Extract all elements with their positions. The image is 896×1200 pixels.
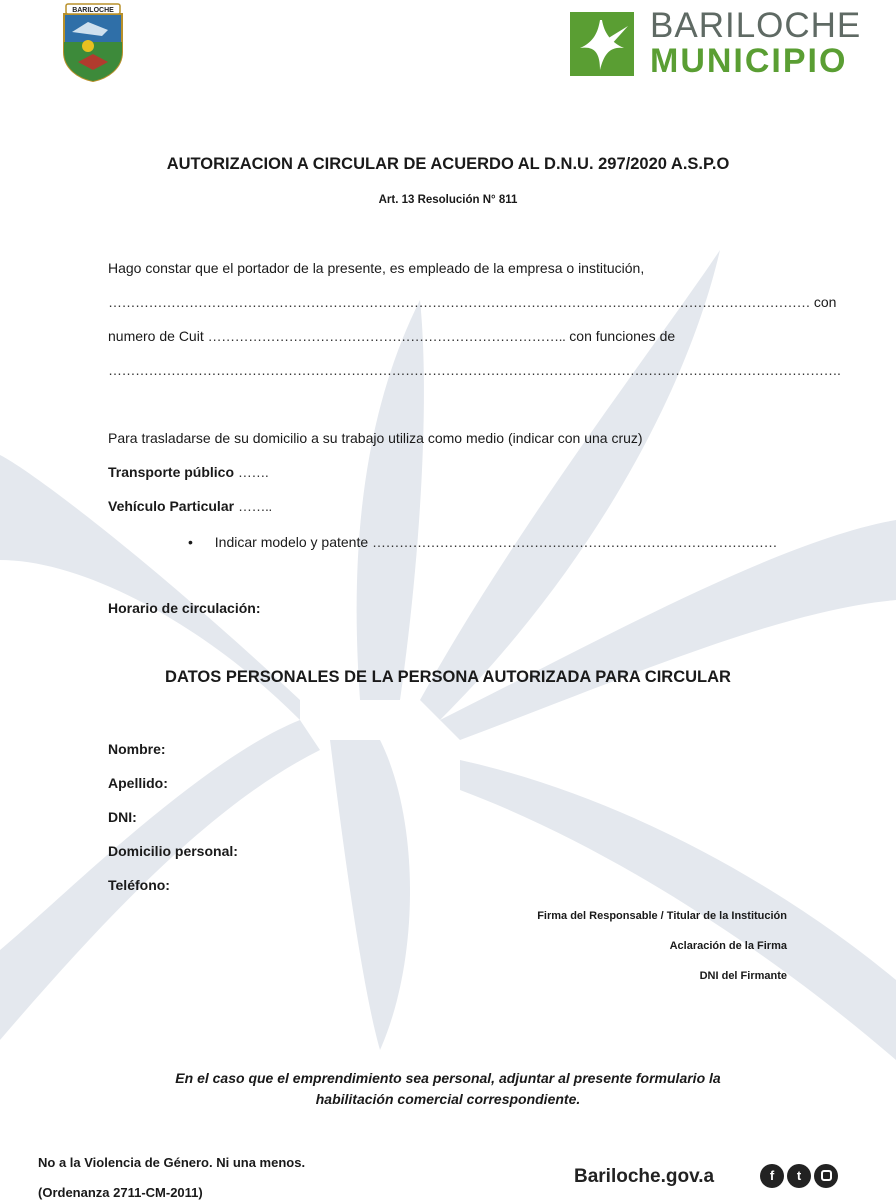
document-title: AUTORIZACION A CIRCULAR DE ACUERDO AL D.N.U. 297/2020 A.S.P.O	[166, 155, 730, 173]
facebook-icon[interactable]: f	[760, 1164, 784, 1188]
note-line-2: habilitación comercial correspondiente.	[315, 1091, 581, 1107]
municipio-logo-icon	[570, 12, 634, 76]
cuit-line	[108, 328, 675, 344]
cuit-blank: ……………………………………………………………………..	[207, 328, 566, 344]
field-apellido: Apellido:	[108, 775, 168, 791]
company-line	[108, 294, 836, 310]
instagram-icon[interactable]	[814, 1164, 838, 1188]
footer-ordinance: (Ordenanza 2711-CM-2011)	[38, 1185, 203, 1200]
cuit-label: numero de Cuit	[108, 328, 204, 344]
signature-line: Firma del Responsable / Titular de la Institución	[537, 910, 787, 922]
funciones-blank: ……………………………………………………………………………………………………………………………………………….	[108, 362, 841, 378]
signer-dni: DNI del Firmante	[699, 970, 787, 982]
transport-question: Para trasladarse de su domicilio a su trabajo utiliza como medio (indicar con una cruz)	[108, 430, 643, 446]
signature-clarification: Aclaración de la Firma	[669, 940, 787, 952]
note-line-1: En el caso que el emprendimiento sea personal, adjuntar al presente formulario la	[175, 1070, 721, 1086]
field-telefono: Teléfono:	[108, 877, 170, 893]
bullet-icon: •	[188, 534, 193, 550]
vehiculo-particular-label: Vehículo Particular	[108, 498, 235, 514]
company-line-con: con	[813, 294, 837, 310]
field-nombre: Nombre:	[108, 741, 166, 757]
field-domicilio: Domicilio personal:	[108, 843, 238, 859]
twitter-icon[interactable]: t	[787, 1164, 811, 1188]
vehiculo-particular-line: Vehículo Particular ……..	[108, 498, 272, 514]
funciones-label: con funciones de	[569, 328, 676, 344]
field-dni: DNI:	[108, 809, 137, 825]
personal-data-title: DATOS PERSONALES DE LA PERSONA AUTORIZADA PARA CIRCULAR	[165, 668, 731, 686]
company-blank: …………………………………………………………………………………………………………………………………………	[108, 294, 810, 310]
modelo-patente-bullet: • Indicar modelo y patente ………………………………………………………………………………	[188, 534, 778, 550]
transporte-publico-line: Transporte público …….	[108, 464, 269, 480]
modelo-patente-label: Indicar modelo y patente	[214, 534, 369, 550]
footer-website[interactable]: Bariloche.gov.a	[574, 1166, 715, 1187]
footer-slogan: No a la Violencia de Género. Ni una menos.	[38, 1155, 306, 1170]
personal-business-note	[0, 1068, 896, 1110]
transporte-publico-label: Transporte público	[108, 464, 235, 480]
crest-banner-text: BARILOCHE	[72, 7, 114, 14]
horario-label: Horario de circulación:	[108, 600, 261, 616]
bariloche-crest-logo	[58, 2, 128, 82]
logo-wordmark-municipio: MUNICIPIO	[650, 42, 848, 80]
document-subtitle: Art. 13 Resolución N° 811	[378, 194, 518, 206]
logo-wordmark-bariloche: BARILOCHE	[650, 6, 862, 45]
employment-statement: Hago constar que el portador de la presente, es empleado de la empresa o institución,	[108, 260, 645, 276]
